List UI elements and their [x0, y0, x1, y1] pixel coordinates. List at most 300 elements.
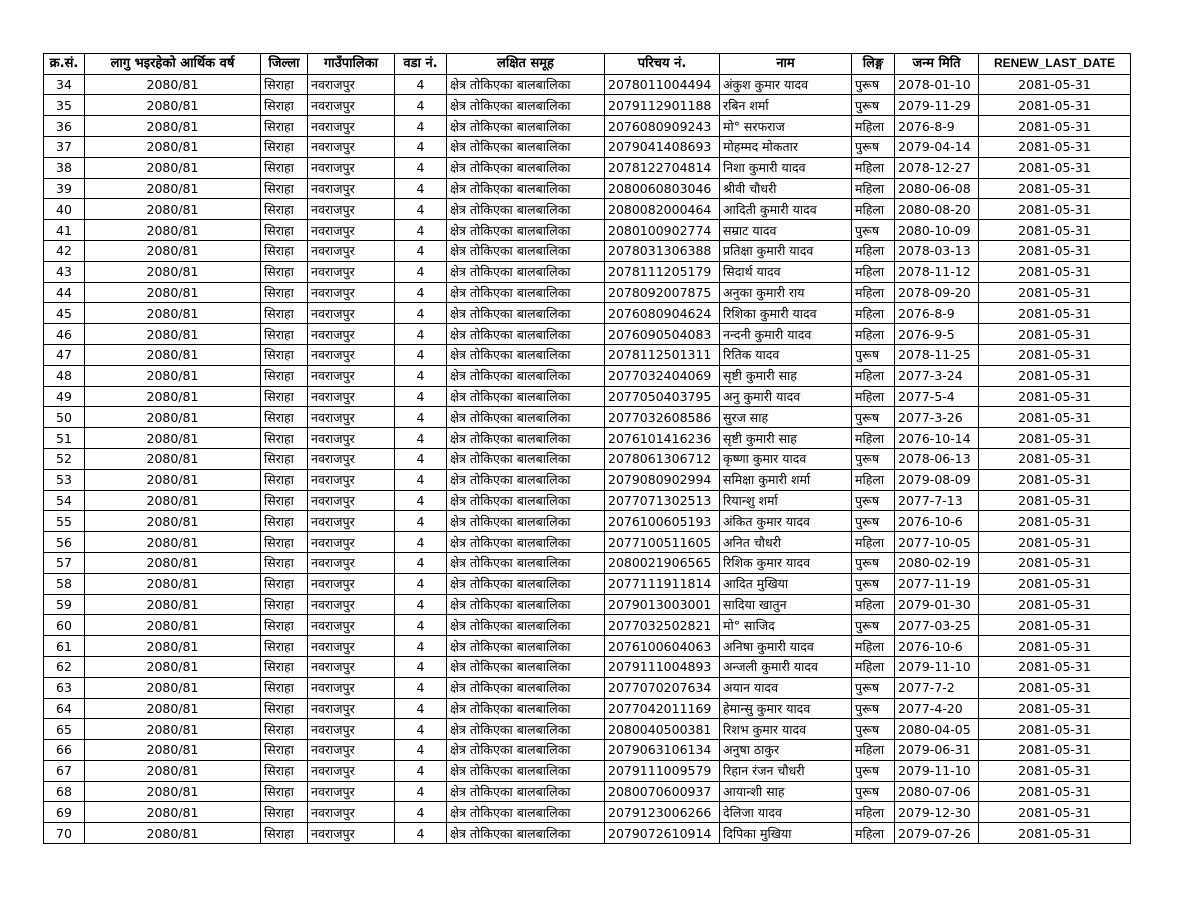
serial-no-cell: 40: [44, 199, 85, 220]
birth-date-cell: 2076-10-14: [895, 428, 979, 449]
gender-cell: पुरूष: [852, 760, 895, 781]
id-no-cell: 2078112501311: [605, 344, 720, 365]
district-cell: सिराहा: [261, 324, 308, 345]
fiscal-year-cell: 2080/81: [85, 552, 261, 573]
renew-date-cell: 2081-05-31: [979, 490, 1131, 511]
target-group-cell: क्षेत्र तोकिएका बालबालिका: [447, 532, 605, 553]
target-group-cell: क्षेत्र तोकिएका बालबालिका: [447, 324, 605, 345]
gender-cell: महिला: [852, 199, 895, 220]
table-row: [44, 823, 1131, 844]
municipality-cell: नवराजपुर: [308, 781, 395, 802]
ward-cell: 4: [395, 469, 447, 490]
id-no-cell: 2080021906565: [605, 552, 720, 573]
name-cell: मो° सरफराज: [720, 116, 852, 137]
birth-date-cell: 2076-10-6: [895, 636, 979, 657]
serial-no-cell: 69: [44, 802, 85, 823]
ward-cell: 4: [395, 573, 447, 594]
ward-cell: 4: [395, 365, 447, 386]
renew-date-cell: 2081-05-31: [979, 324, 1131, 345]
id-no-cell: 2078092007875: [605, 282, 720, 303]
gender-cell: पुरूष: [852, 448, 895, 469]
name-cell: रिशिका कुमारी यादव: [720, 303, 852, 324]
fiscal-year-cell: 2080/81: [85, 178, 261, 199]
municipality-cell: नवराजपुर: [308, 448, 395, 469]
target-group-cell: क्षेत्र तोकिएका बालबालिका: [447, 74, 605, 95]
district-cell: सिराहा: [261, 95, 308, 116]
birth-date-cell: 2080-04-05: [895, 719, 979, 740]
gender-cell: महिला: [852, 802, 895, 823]
district-cell: सिराहा: [261, 636, 308, 657]
ward-cell: 4: [395, 802, 447, 823]
header-name: नाम: [720, 54, 852, 75]
id-no-cell: 2079063106134: [605, 740, 720, 761]
serial-no-cell: 67: [44, 760, 85, 781]
renew-date-cell: 2081-05-31: [979, 511, 1131, 532]
name-cell: सुरज साह: [720, 407, 852, 428]
municipality-cell: नवराजपुर: [308, 760, 395, 781]
renew-date-cell: 2081-05-31: [979, 74, 1131, 95]
name-cell: अनुका कुमारी राय: [720, 282, 852, 303]
name-cell: मो° साजिद: [720, 615, 852, 636]
district-cell: सिराहा: [261, 303, 308, 324]
serial-no-cell: 60: [44, 615, 85, 636]
target-group-cell: क्षेत्र तोकिएका बालबालिका: [447, 760, 605, 781]
renew-date-cell: 2081-05-31: [979, 95, 1131, 116]
birth-date-cell: 2077-4-20: [895, 698, 979, 719]
fiscal-year-cell: 2080/81: [85, 448, 261, 469]
target-group-cell: क्षेत्र तोकिएका बालबालिका: [447, 490, 605, 511]
district-cell: सिराहा: [261, 594, 308, 615]
district-cell: सिराहा: [261, 469, 308, 490]
target-group-cell: क्षेत्र तोकिएका बालबालिका: [447, 95, 605, 116]
renew-date-cell: 2081-05-31: [979, 240, 1131, 261]
table-row: [44, 594, 1131, 615]
table-row: [44, 448, 1131, 469]
table-row: [44, 116, 1131, 137]
municipality-cell: नवराजपुर: [308, 615, 395, 636]
renew-date-cell: 2081-05-31: [979, 656, 1131, 677]
birth-date-cell: 2080-06-08: [895, 178, 979, 199]
district-cell: सिराहा: [261, 760, 308, 781]
ward-cell: 4: [395, 324, 447, 345]
id-no-cell: 2077070207634: [605, 677, 720, 698]
id-no-cell: 2076080909243: [605, 116, 720, 137]
id-no-cell: 2080040500381: [605, 719, 720, 740]
birth-date-cell: 2080-10-09: [895, 220, 979, 241]
municipality-cell: नवराजपुर: [308, 178, 395, 199]
fiscal-year-cell: 2080/81: [85, 573, 261, 594]
gender-cell: पुरूष: [852, 781, 895, 802]
name-cell: कृष्णा कुमार यादव: [720, 448, 852, 469]
fiscal-year-cell: 2080/81: [85, 240, 261, 261]
serial-no-cell: 49: [44, 386, 85, 407]
fiscal-year-cell: 2080/81: [85, 656, 261, 677]
municipality-cell: नवराजपुर: [308, 199, 395, 220]
fiscal-year-cell: 2080/81: [85, 823, 261, 844]
fiscal-year-cell: 2080/81: [85, 136, 261, 157]
table-row: [44, 324, 1131, 345]
table-row: [44, 407, 1131, 428]
gender-cell: महिला: [852, 157, 895, 178]
name-cell: सिदार्थ यादव: [720, 261, 852, 282]
id-no-cell: 2077042011169: [605, 698, 720, 719]
birth-date-cell: 2079-11-10: [895, 656, 979, 677]
table-row: [44, 74, 1131, 95]
birth-date-cell: 2078-03-13: [895, 240, 979, 261]
municipality-cell: नवराजपुर: [308, 656, 395, 677]
table-row: [44, 303, 1131, 324]
id-no-cell: 2076100605193: [605, 511, 720, 532]
id-no-cell: 2076080904624: [605, 303, 720, 324]
municipality-cell: नवराजपुर: [308, 324, 395, 345]
name-cell: हेमान्सु कुमार यादव: [720, 698, 852, 719]
renew-date-cell: 2081-05-31: [979, 303, 1131, 324]
renew-date-cell: 2081-05-31: [979, 178, 1131, 199]
ward-cell: 4: [395, 760, 447, 781]
target-group-cell: क्षेत्र तोकिएका बालबालिका: [447, 594, 605, 615]
table-row: [44, 615, 1131, 636]
ward-cell: 4: [395, 656, 447, 677]
ward-cell: 4: [395, 136, 447, 157]
name-cell: रिशभ कुमार यादव: [720, 719, 852, 740]
ward-cell: 4: [395, 511, 447, 532]
id-no-cell: 2077032404069: [605, 365, 720, 386]
renew-date-cell: 2081-05-31: [979, 220, 1131, 241]
fiscal-year-cell: 2080/81: [85, 760, 261, 781]
fiscal-year-cell: 2080/81: [85, 261, 261, 282]
gender-cell: पुरूष: [852, 344, 895, 365]
id-no-cell: 2077032608586: [605, 407, 720, 428]
header-renew-last-date: RENEW_LAST_DATE: [979, 54, 1131, 75]
target-group-cell: क्षेत्र तोकिएका बालबालिका: [447, 656, 605, 677]
table-row: [44, 365, 1131, 386]
municipality-cell: नवराजपुर: [308, 677, 395, 698]
ward-cell: 4: [395, 532, 447, 553]
gender-cell: महिला: [852, 386, 895, 407]
table-row: [44, 220, 1131, 241]
serial-no-cell: 54: [44, 490, 85, 511]
birth-date-cell: 2077-3-24: [895, 365, 979, 386]
target-group-cell: क्षेत्र तोकिएका बालबालिका: [447, 261, 605, 282]
fiscal-year-cell: 2080/81: [85, 282, 261, 303]
gender-cell: महिला: [852, 282, 895, 303]
renew-date-cell: 2081-05-31: [979, 823, 1131, 844]
target-group-cell: क्षेत्र तोकिएका बालबालिका: [447, 116, 605, 137]
district-cell: सिराहा: [261, 282, 308, 303]
gender-cell: महिला: [852, 532, 895, 553]
table-row: [44, 261, 1131, 282]
fiscal-year-cell: 2080/81: [85, 719, 261, 740]
table-row: [44, 760, 1131, 781]
birth-date-cell: 2077-7-2: [895, 677, 979, 698]
renew-date-cell: 2081-05-31: [979, 282, 1131, 303]
fiscal-year-cell: 2080/81: [85, 781, 261, 802]
renew-date-cell: 2081-05-31: [979, 136, 1131, 157]
fiscal-year-cell: 2080/81: [85, 365, 261, 386]
serial-no-cell: 58: [44, 573, 85, 594]
table-row: [44, 344, 1131, 365]
birth-date-cell: 2079-11-10: [895, 760, 979, 781]
id-no-cell: 2080060803046: [605, 178, 720, 199]
ward-cell: 4: [395, 95, 447, 116]
birth-date-cell: 2078-11-12: [895, 261, 979, 282]
name-cell: अनु कुमारी यादव: [720, 386, 852, 407]
serial-no-cell: 61: [44, 636, 85, 657]
renew-date-cell: 2081-05-31: [979, 469, 1131, 490]
target-group-cell: क्षेत्र तोकिएका बालबालिका: [447, 407, 605, 428]
district-cell: सिराहा: [261, 136, 308, 157]
name-cell: सादिया खातुन: [720, 594, 852, 615]
fiscal-year-cell: 2080/81: [85, 157, 261, 178]
table-row: [44, 656, 1131, 677]
fiscal-year-cell: 2080/81: [85, 386, 261, 407]
fiscal-year-cell: 2080/81: [85, 199, 261, 220]
renew-date-cell: 2081-05-31: [979, 698, 1131, 719]
municipality-cell: नवराजपुर: [308, 386, 395, 407]
table-row: [44, 469, 1131, 490]
birth-date-cell: 2076-9-5: [895, 324, 979, 345]
name-cell: रबिन शर्मा: [720, 95, 852, 116]
renew-date-cell: 2081-05-31: [979, 677, 1131, 698]
fiscal-year-cell: 2080/81: [85, 740, 261, 761]
id-no-cell: 2078011004494: [605, 74, 720, 95]
serial-no-cell: 51: [44, 428, 85, 449]
district-cell: सिराहा: [261, 490, 308, 511]
renew-date-cell: 2081-05-31: [979, 157, 1131, 178]
renew-date-cell: 2081-05-31: [979, 261, 1131, 282]
birth-date-cell: 2079-08-09: [895, 469, 979, 490]
table-body: [44, 74, 1131, 843]
gender-cell: पुरूष: [852, 74, 895, 95]
serial-no-cell: 55: [44, 511, 85, 532]
id-no-cell: 2079072610914: [605, 823, 720, 844]
header-target-group: लक्षित समूह: [447, 54, 605, 75]
table-row: [44, 552, 1131, 573]
header-ward-no: वडा नं.: [395, 54, 447, 75]
table-row: [44, 199, 1131, 220]
serial-no-cell: 50: [44, 407, 85, 428]
name-cell: देलिजा यादव: [720, 802, 852, 823]
serial-no-cell: 45: [44, 303, 85, 324]
fiscal-year-cell: 2080/81: [85, 303, 261, 324]
header-serial-no: क्र.सं.: [44, 54, 85, 75]
birth-date-cell: 2076-8-9: [895, 116, 979, 137]
name-cell: अनुषा ठाकुर: [720, 740, 852, 761]
renew-date-cell: 2081-05-31: [979, 615, 1131, 636]
serial-no-cell: 39: [44, 178, 85, 199]
serial-no-cell: 41: [44, 220, 85, 241]
target-group-cell: क्षेत्र तोकिएका बालबालिका: [447, 303, 605, 324]
birth-date-cell: 2079-06-31: [895, 740, 979, 761]
municipality-cell: नवराजपुर: [308, 802, 395, 823]
fiscal-year-cell: 2080/81: [85, 428, 261, 449]
target-group-cell: क्षेत्र तोकिएका बालबालिका: [447, 511, 605, 532]
target-group-cell: क्षेत्र तोकिएका बालबालिका: [447, 365, 605, 386]
name-cell: रिशिक कुमार यादव: [720, 552, 852, 573]
target-group-cell: क्षेत्र तोकिएका बालबालिका: [447, 344, 605, 365]
table-row: [44, 386, 1131, 407]
gender-cell: पुरूष: [852, 677, 895, 698]
serial-no-cell: 47: [44, 344, 85, 365]
ward-cell: 4: [395, 740, 447, 761]
target-group-cell: क्षेत्र तोकिएका बालबालिका: [447, 469, 605, 490]
fiscal-year-cell: 2080/81: [85, 802, 261, 823]
serial-no-cell: 52: [44, 448, 85, 469]
gender-cell: पुरूष: [852, 95, 895, 116]
serial-no-cell: 62: [44, 656, 85, 677]
name-cell: सृष्टी कुमारी साह: [720, 428, 852, 449]
municipality-cell: नवराजपुर: [308, 636, 395, 657]
ward-cell: 4: [395, 116, 447, 137]
birth-date-cell: 2078-09-20: [895, 282, 979, 303]
gender-cell: महिला: [852, 178, 895, 199]
municipality-cell: नवराजपुर: [308, 823, 395, 844]
name-cell: नन्दनी कुमारी यादव: [720, 324, 852, 345]
municipality-cell: नवराजपुर: [308, 698, 395, 719]
header-gender: लिङ्ग: [852, 54, 895, 75]
ward-cell: 4: [395, 303, 447, 324]
table-row: [44, 282, 1131, 303]
id-no-cell: 2077071302513: [605, 490, 720, 511]
id-no-cell: 2077050403795: [605, 386, 720, 407]
header-rural-municipality: गाउँपालिका: [308, 54, 395, 75]
fiscal-year-cell: 2080/81: [85, 636, 261, 657]
id-no-cell: 2079041408693: [605, 136, 720, 157]
district-cell: सिराहा: [261, 615, 308, 636]
serial-no-cell: 70: [44, 823, 85, 844]
fiscal-year-cell: 2080/81: [85, 407, 261, 428]
target-group-cell: क्षेत्र तोकिएका बालबालिका: [447, 698, 605, 719]
fiscal-year-cell: 2080/81: [85, 220, 261, 241]
id-no-cell: 2077100511605: [605, 532, 720, 553]
district-cell: सिराहा: [261, 448, 308, 469]
birth-date-cell: 2080-08-20: [895, 199, 979, 220]
municipality-cell: नवराजपुर: [308, 719, 395, 740]
id-no-cell: 2078111205179: [605, 261, 720, 282]
renew-date-cell: 2081-05-31: [979, 802, 1131, 823]
table-row: [44, 802, 1131, 823]
birth-date-cell: 2077-5-4: [895, 386, 979, 407]
fiscal-year-cell: 2080/81: [85, 74, 261, 95]
table-row: [44, 95, 1131, 116]
table-row: [44, 136, 1131, 157]
serial-no-cell: 42: [44, 240, 85, 261]
id-no-cell: 2080082000464: [605, 199, 720, 220]
district-cell: सिराहा: [261, 199, 308, 220]
birth-date-cell: 2078-11-25: [895, 344, 979, 365]
gender-cell: महिला: [852, 365, 895, 386]
municipality-cell: नवराजपुर: [308, 407, 395, 428]
municipality-cell: नवराजपुर: [308, 344, 395, 365]
district-cell: सिराहा: [261, 428, 308, 449]
target-group-cell: क्षेत्र तोकिएका बालबालिका: [447, 428, 605, 449]
district-cell: सिराहा: [261, 407, 308, 428]
district-cell: सिराहा: [261, 344, 308, 365]
table-row: [44, 511, 1131, 532]
ward-cell: 4: [395, 428, 447, 449]
birth-date-cell: 2077-7-13: [895, 490, 979, 511]
ward-cell: 4: [395, 677, 447, 698]
district-cell: सिराहा: [261, 178, 308, 199]
fiscal-year-cell: 2080/81: [85, 324, 261, 345]
district-cell: सिराहा: [261, 116, 308, 137]
table-row: [44, 532, 1131, 553]
municipality-cell: नवराजपुर: [308, 552, 395, 573]
municipality-cell: नवराजपुर: [308, 116, 395, 137]
district-cell: सिराहा: [261, 740, 308, 761]
municipality-cell: नवराजपुर: [308, 95, 395, 116]
gender-cell: महिला: [852, 740, 895, 761]
ward-cell: 4: [395, 74, 447, 95]
district-cell: सिराहा: [261, 386, 308, 407]
district-cell: सिराहा: [261, 802, 308, 823]
district-cell: सिराहा: [261, 511, 308, 532]
birth-date-cell: 2077-03-25: [895, 615, 979, 636]
name-cell: निशा कुमारी यादव: [720, 157, 852, 178]
renew-date-cell: 2081-05-31: [979, 594, 1131, 615]
municipality-cell: नवराजपुर: [308, 573, 395, 594]
table-row: [44, 490, 1131, 511]
municipality-cell: नवराजपुर: [308, 365, 395, 386]
renew-date-cell: 2081-05-31: [979, 552, 1131, 573]
gender-cell: पुरूष: [852, 407, 895, 428]
gender-cell: महिला: [852, 261, 895, 282]
table-row: [44, 428, 1131, 449]
gender-cell: पुरूष: [852, 136, 895, 157]
serial-no-cell: 65: [44, 719, 85, 740]
target-group-cell: क्षेत्र तोकिएका बालबालिका: [447, 719, 605, 740]
birth-date-cell: 2077-10-05: [895, 532, 979, 553]
table-row: [44, 240, 1131, 261]
gender-cell: पुरूष: [852, 220, 895, 241]
name-cell: आदिती कुमारी यादव: [720, 199, 852, 220]
name-cell: अन्जली कुमारी यादव: [720, 656, 852, 677]
target-group-cell: क्षेत्र तोकिएका बालबालिका: [447, 615, 605, 636]
target-group-cell: क्षेत्र तोकिएका बालबालिका: [447, 386, 605, 407]
target-group-cell: क्षेत्र तोकिएका बालबालिका: [447, 240, 605, 261]
renew-date-cell: 2081-05-31: [979, 781, 1131, 802]
serial-no-cell: 35: [44, 95, 85, 116]
serial-no-cell: 53: [44, 469, 85, 490]
name-cell: प्रतिक्षा कुमारी यादव: [720, 240, 852, 261]
target-group-cell: क्षेत्र तोकिएका बालबालिका: [447, 448, 605, 469]
gender-cell: महिला: [852, 594, 895, 615]
district-cell: सिराहा: [261, 157, 308, 178]
id-no-cell: 2079111009579: [605, 760, 720, 781]
serial-no-cell: 57: [44, 552, 85, 573]
target-group-cell: क्षेत्र तोकिएका बालबालिका: [447, 199, 605, 220]
table-row: [44, 636, 1131, 657]
id-no-cell: 2076100604063: [605, 636, 720, 657]
renew-date-cell: 2081-05-31: [979, 636, 1131, 657]
name-cell: अंकुश कुमार यादव: [720, 74, 852, 95]
name-cell: रितिक यादव: [720, 344, 852, 365]
name-cell: आयान्शी साह: [720, 781, 852, 802]
ward-cell: 4: [395, 199, 447, 220]
gender-cell: पुरूष: [852, 719, 895, 740]
ward-cell: 4: [395, 490, 447, 511]
birth-date-cell: 2078-06-13: [895, 448, 979, 469]
ward-cell: 4: [395, 178, 447, 199]
serial-no-cell: 46: [44, 324, 85, 345]
header-id-no: परिचय नं.: [605, 54, 720, 75]
serial-no-cell: 36: [44, 116, 85, 137]
id-no-cell: 2078031306388: [605, 240, 720, 261]
renew-date-cell: 2081-05-31: [979, 532, 1131, 553]
municipality-cell: नवराजपुर: [308, 303, 395, 324]
municipality-cell: नवराजपुर: [308, 511, 395, 532]
renew-date-cell: 2081-05-31: [979, 448, 1131, 469]
